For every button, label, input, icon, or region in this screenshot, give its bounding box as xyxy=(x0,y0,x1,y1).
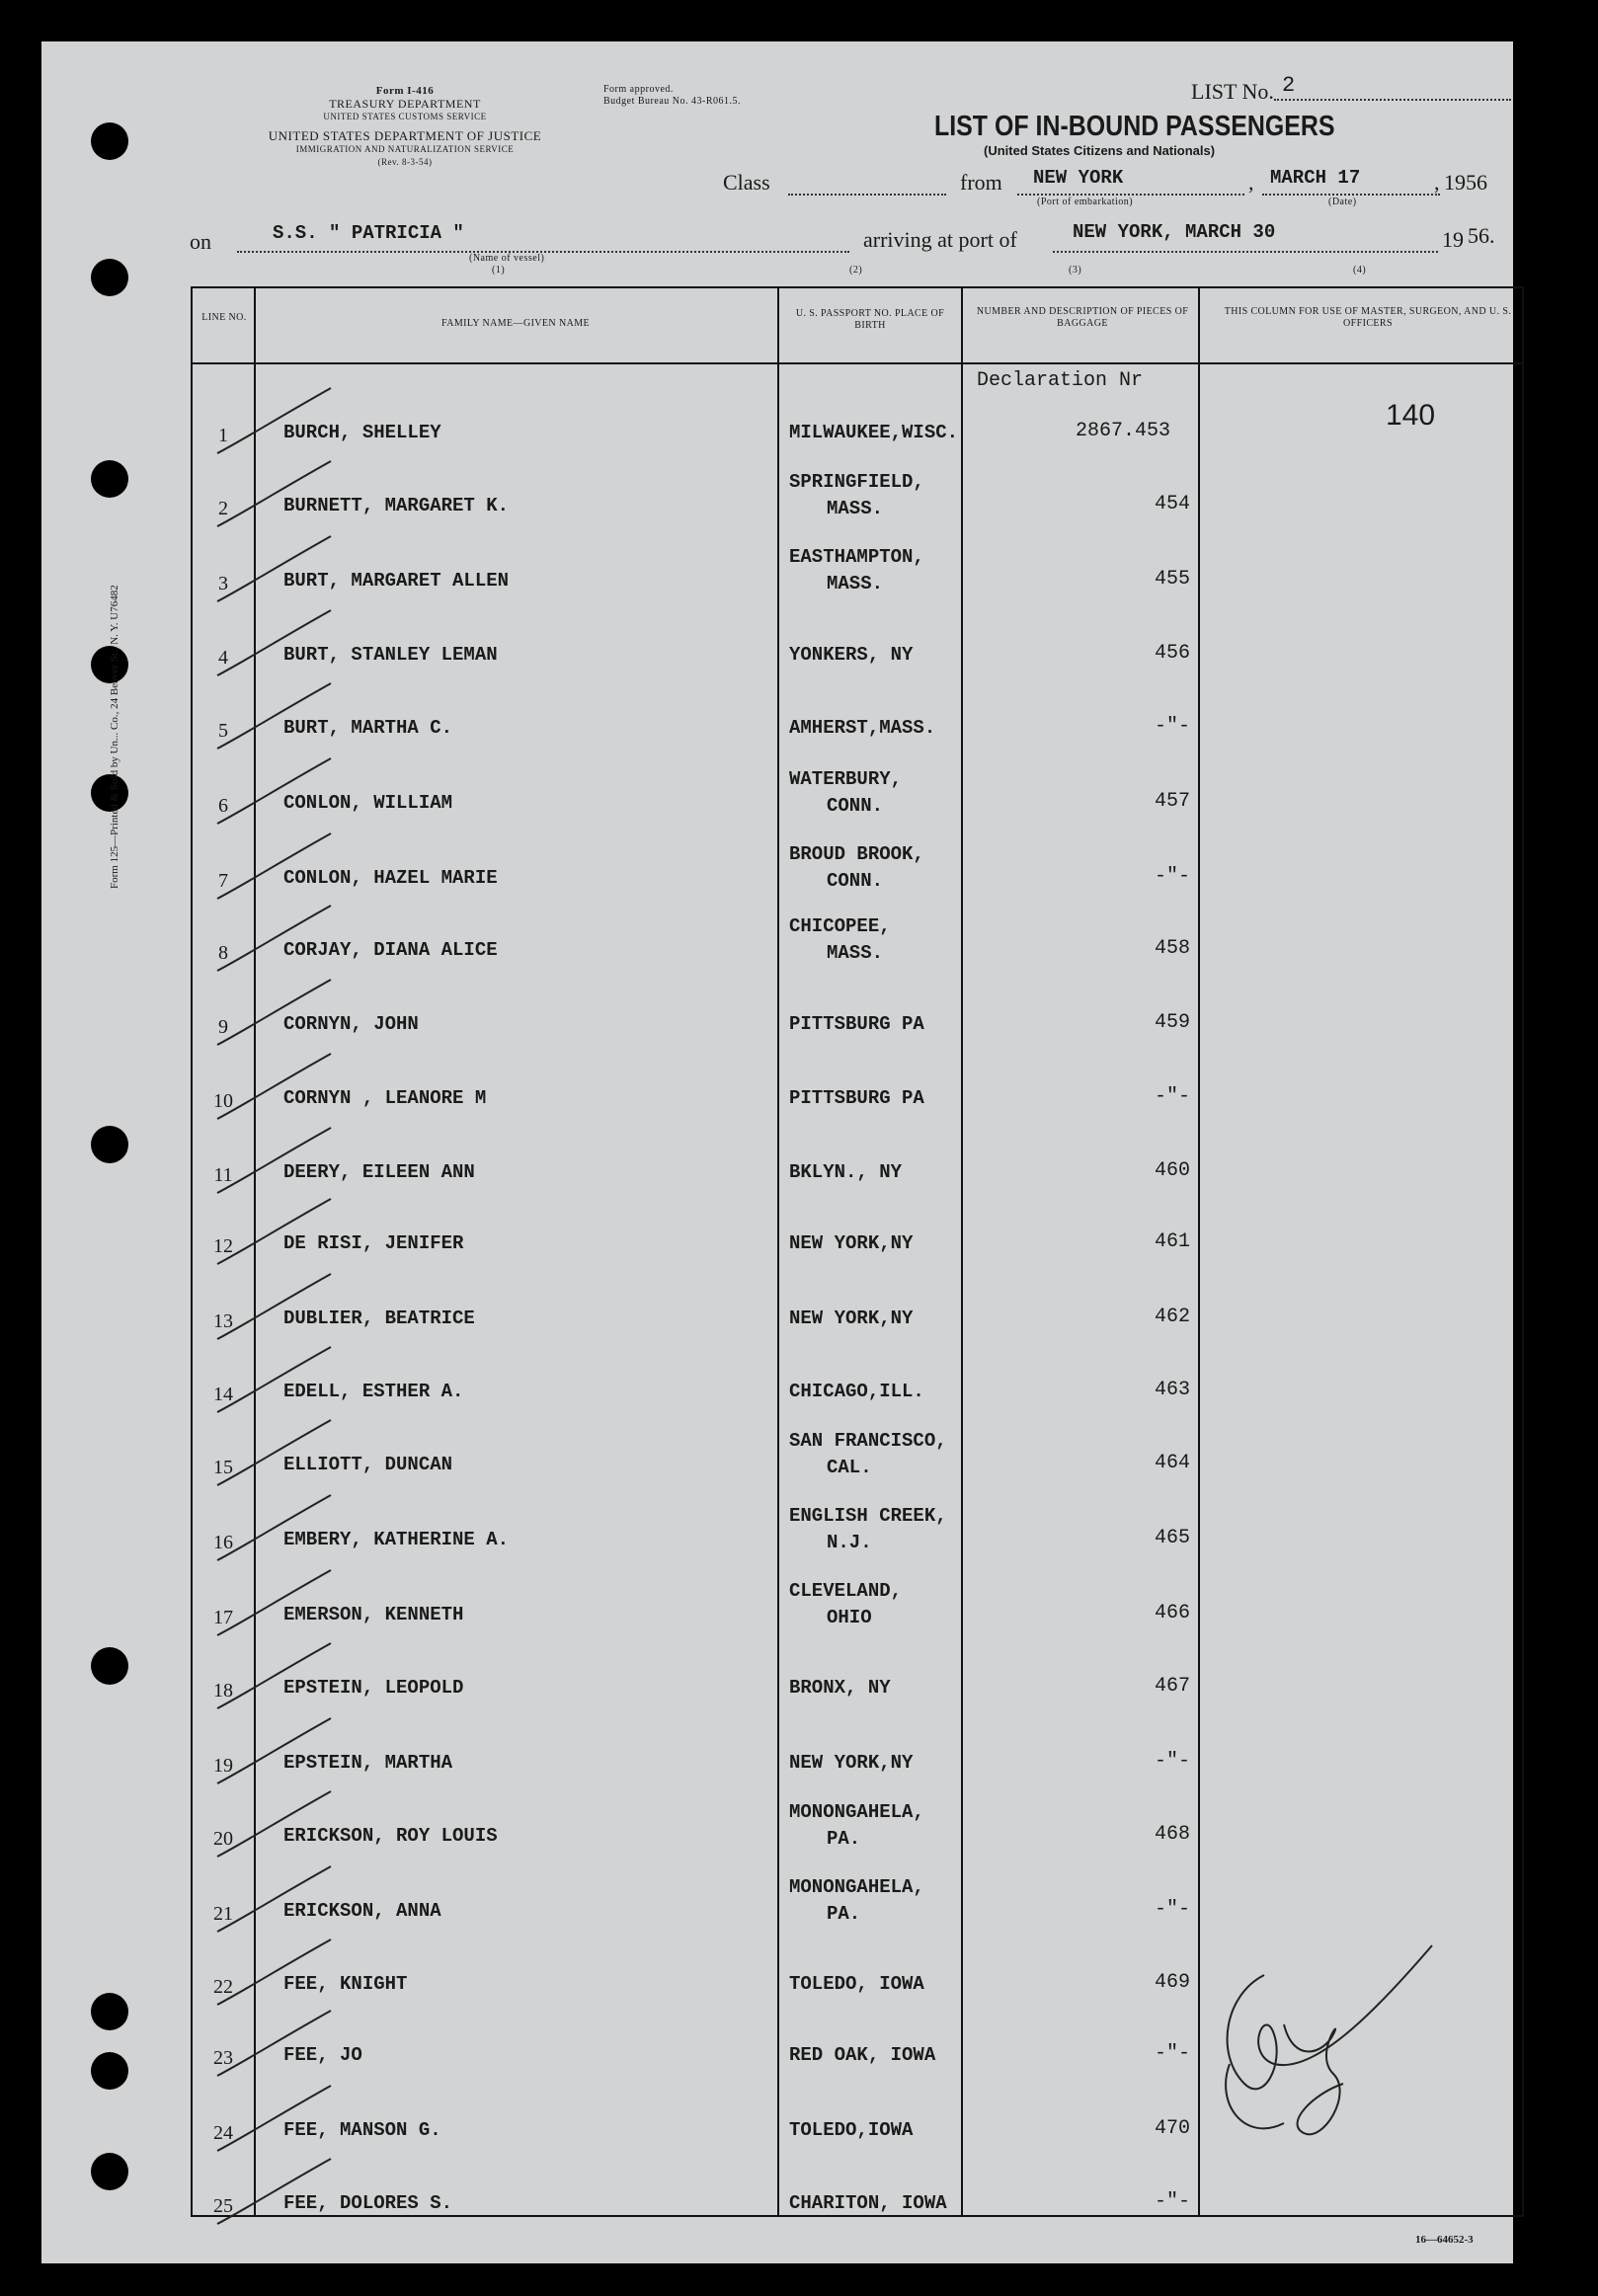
line-number: 23 xyxy=(213,2047,233,2069)
punch-hole xyxy=(91,460,128,498)
passenger-table xyxy=(191,286,1524,2217)
handwritten-signature xyxy=(1205,1936,1442,2153)
birth-place-line1: PITTSBURG PA xyxy=(789,1013,924,1035)
line-number: 21 xyxy=(213,1903,233,1925)
passenger-name: CORNYN , LEANORE M xyxy=(283,1087,487,1109)
birth-place-line1: CHICAGO,ILL. xyxy=(789,1381,924,1402)
line-number: 10 xyxy=(213,1090,233,1112)
tick-mark xyxy=(212,608,341,677)
line-number: 25 xyxy=(213,2195,233,2217)
line-number: 18 xyxy=(213,1680,233,1702)
baggage-declaration: 470 xyxy=(1154,2117,1190,2140)
date-caption: (Date) xyxy=(1328,197,1357,207)
line-number: 17 xyxy=(213,1607,233,1628)
tick-mark xyxy=(212,681,341,751)
passenger-name: CONLON, WILLIAM xyxy=(283,792,453,814)
baggage-declaration: -"- xyxy=(1154,1750,1190,1773)
line-number: 14 xyxy=(213,1384,233,1405)
from-label: from xyxy=(960,170,1002,195)
birth-place-line1: ENGLISH CREEK, xyxy=(789,1505,947,1527)
birth-place-line1: BRONX, NY xyxy=(789,1677,891,1699)
punch-hole xyxy=(91,1647,128,1685)
caption-2: (2) xyxy=(849,265,863,276)
birth-place-line2: PA. xyxy=(827,1903,861,1925)
on-label: on xyxy=(190,229,211,254)
tick-mark xyxy=(212,1938,341,2007)
list-no-line xyxy=(1274,99,1511,101)
revision: (Rev. 8-3-54) xyxy=(377,157,433,167)
baggage-declaration: 464 xyxy=(1154,1452,1190,1474)
birth-place-line1: MONONGAHELA, xyxy=(789,1801,924,1823)
birth-place-line1: NEW YORK,NY xyxy=(789,1752,914,1774)
passenger-name: CONLON, HAZEL MARIE xyxy=(283,867,498,889)
tick-mark xyxy=(212,1197,341,1266)
tick-mark xyxy=(212,1418,341,1487)
passenger-name: FEE, MANSON G. xyxy=(283,2119,441,2141)
birth-place-line2: MASS. xyxy=(827,942,884,964)
baggage-declaration: 456 xyxy=(1154,642,1190,665)
tick-mark xyxy=(212,904,341,973)
tick-mark xyxy=(212,459,341,528)
passenger-name: FEE, KNIGHT xyxy=(283,1973,408,1995)
baggage-declaration: 467 xyxy=(1154,1675,1190,1698)
col-divider xyxy=(1198,288,1200,2215)
passenger-name: BURCH, SHELLEY xyxy=(283,422,441,443)
baggage-declaration: -"- xyxy=(1154,1085,1190,1108)
vessel-caption: (Name of vessel) xyxy=(469,253,545,264)
birth-place-line2: CONN. xyxy=(827,870,884,892)
vessel-name: S.S. " PATRICIA " xyxy=(273,222,464,244)
tick-mark xyxy=(212,1568,341,1637)
class-label: Class xyxy=(723,170,770,195)
treasury-dept: TREASURY DEPARTMENT xyxy=(329,97,481,111)
baggage-declaration: -"- xyxy=(1154,1898,1190,1921)
birth-place-line1: CHARITON, IOWA xyxy=(789,2192,947,2214)
baggage-declaration: 457 xyxy=(1154,790,1190,813)
baggage-declaration: 454 xyxy=(1154,493,1190,515)
port-of-embarkation: NEW YORK xyxy=(1033,167,1124,189)
birth-place-line2: CONN. xyxy=(827,795,884,817)
baggage-declaration: 459 xyxy=(1154,1011,1190,1034)
declaration-label: Declaration Nr xyxy=(977,369,1144,392)
tick-mark xyxy=(212,2009,341,2078)
passenger-name: DEERY, EILEEN ANN xyxy=(283,1161,475,1183)
tick-mark xyxy=(212,2084,341,2153)
line-number: 22 xyxy=(213,1976,233,1998)
class-line xyxy=(788,194,946,196)
birth-place-line1: MONONGAHELA, xyxy=(789,1876,924,1898)
baggage-declaration: -"- xyxy=(1154,2042,1190,2065)
line-number: 2 xyxy=(218,498,228,519)
tick-mark xyxy=(212,1789,341,1859)
tick-mark xyxy=(212,386,341,455)
baggage-declaration: 463 xyxy=(1154,1379,1190,1401)
tick-mark xyxy=(212,831,341,901)
tick-mark xyxy=(212,2157,341,2226)
line-number: 7 xyxy=(218,870,228,892)
line-number: 15 xyxy=(213,1457,233,1478)
baggage-declaration: -"- xyxy=(1154,865,1190,888)
punch-hole xyxy=(91,2153,128,2190)
birth-place-line1: NEW YORK,NY xyxy=(789,1232,914,1254)
passenger-name: BURT, MARTHA C. xyxy=(283,717,453,739)
embark-date: MARCH 17 xyxy=(1270,167,1361,189)
col-divider xyxy=(961,288,963,2215)
line-number: 19 xyxy=(213,1755,233,1777)
tick-mark xyxy=(212,1345,341,1414)
line-number: 13 xyxy=(213,1310,233,1332)
birth-place-line2: MASS. xyxy=(827,573,884,594)
birth-place-line1: YONKERS, NY xyxy=(789,644,914,666)
baggage-declaration: 466 xyxy=(1154,1602,1190,1624)
passenger-name: BURNETT, MARGARET K. xyxy=(283,495,510,516)
line-number: 1 xyxy=(218,425,228,446)
birth-place-line1: NEW YORK,NY xyxy=(789,1307,914,1329)
birth-place-line1: TOLEDO,IOWA xyxy=(789,2119,914,2141)
arrival-line xyxy=(1053,251,1438,253)
birth-place-line1: RED OAK, IOWA xyxy=(789,2044,936,2066)
baggage-declaration: 469 xyxy=(1154,1971,1190,1994)
line-number: 20 xyxy=(213,1828,233,1850)
form-id: Form I-416 xyxy=(375,85,435,97)
punch-hole xyxy=(91,1126,128,1163)
justice-dept: UNITED STATES DEPARTMENT OF JUSTICE xyxy=(268,128,542,143)
page-subtitle: (United States Citizens and Nationals) xyxy=(984,143,1216,158)
line-number: 9 xyxy=(218,1016,228,1038)
line-number: 4 xyxy=(218,647,228,669)
passenger-name: CORNYN, JOHN xyxy=(283,1013,419,1035)
passenger-name: BURT, STANLEY LEMAN xyxy=(283,644,498,666)
passenger-name: EPSTEIN, LEOPOLD xyxy=(283,1677,464,1699)
baggage-declaration: -"- xyxy=(1154,715,1190,738)
baggage-declaration: -"- xyxy=(1154,2190,1190,2213)
passenger-name: ERICKSON, ROY LOUIS xyxy=(283,1825,498,1847)
birth-place-line1: CHICOPEE, xyxy=(789,915,891,937)
birth-place-line2: MASS. xyxy=(827,498,884,519)
baggage-declaration: 468 xyxy=(1154,1823,1190,1846)
embark-caption: (Port of embarkation) xyxy=(1037,197,1134,207)
punch-hole xyxy=(91,122,128,160)
birth-place-line1: TOLEDO, IOWA xyxy=(789,1973,924,1995)
birth-place-line2: OHIO xyxy=(827,1607,872,1628)
line-number: 6 xyxy=(218,795,228,817)
line-number: 3 xyxy=(218,573,228,594)
tick-mark xyxy=(212,756,341,826)
birth-place-line1: SPRINGFIELD, xyxy=(789,471,924,493)
caption-3: (3) xyxy=(1069,265,1082,276)
passenger-name: EPSTEIN, MARTHA xyxy=(283,1752,453,1774)
line-number: 8 xyxy=(218,942,228,964)
birth-place-line1: MILWAUKEE,WISC. xyxy=(789,422,959,443)
col-header-baggage: NUMBER AND DESCRIPTION OF PIECES OF BAGGAGE xyxy=(976,306,1189,329)
immigration-service: IMMIGRATION AND NATURALIZATION SERVICE xyxy=(295,144,515,154)
passenger-name: CORJAY, DIANA ALICE xyxy=(283,939,498,961)
arrival-port-date: NEW YORK, MARCH 30 xyxy=(1073,221,1276,243)
officer-note: 140 xyxy=(1386,399,1436,432)
col-header-officers: THIS COLUMN FOR USE OF MASTER, SURGEON, AND U. S. OFFICERS xyxy=(1224,306,1512,329)
passenger-name: EMBERY, KATHERINE A. xyxy=(283,1529,510,1550)
punch-hole xyxy=(91,1993,128,2030)
birth-place-line1: WATERBURY, xyxy=(789,768,903,790)
form-approved: Form approved. xyxy=(603,84,674,95)
line-number: 24 xyxy=(213,2122,233,2144)
list-no-label: LIST No. xyxy=(1191,79,1274,104)
baggage-declaration: 2867.453 xyxy=(1075,420,1170,442)
passenger-name: FEE, JO xyxy=(283,2044,362,2066)
tick-mark xyxy=(212,1493,341,1562)
tick-mark xyxy=(212,534,341,603)
line-number: 12 xyxy=(213,1235,233,1257)
baggage-declaration: 458 xyxy=(1154,937,1190,960)
list-no-value: 2 xyxy=(1282,73,1296,98)
line-number: 16 xyxy=(213,1532,233,1553)
comma: , xyxy=(1248,170,1254,195)
customs-service: UNITED STATES CUSTOMS SERVICE xyxy=(323,112,487,121)
header-divider xyxy=(193,362,1522,364)
baggage-declaration: 460 xyxy=(1154,1159,1190,1182)
birth-place-line2: PA. xyxy=(827,1828,861,1850)
tick-mark xyxy=(212,978,341,1047)
baggage-declaration: 461 xyxy=(1154,1230,1190,1253)
line-number: 5 xyxy=(218,720,228,742)
birth-place-line1: SAN FRANCISCO, xyxy=(789,1430,947,1452)
baggage-declaration: 462 xyxy=(1154,1306,1190,1328)
birth-place-line1: CLEVELAND, xyxy=(789,1580,903,1602)
col-header-name: FAMILY NAME—GIVEN NAME xyxy=(440,318,590,329)
passenger-name: BURT, MARGARET ALLEN xyxy=(283,570,510,592)
passenger-name: ERICKSON, ANNA xyxy=(283,1900,441,1922)
baggage-declaration: 465 xyxy=(1154,1527,1190,1549)
passenger-name: EDELL, ESTHER A. xyxy=(283,1381,464,1402)
comma: , xyxy=(1434,170,1440,195)
passenger-name: DUBLIER, BEATRICE xyxy=(283,1307,475,1329)
birth-place-line1: AMHERST,MASS. xyxy=(789,717,936,739)
budget-bureau: Budget Bureau No. 43-R061.5. xyxy=(603,96,741,107)
tick-mark xyxy=(212,1716,341,1785)
birth-place-line1: BKLYN., NY xyxy=(789,1161,903,1183)
embark-year: 1956 xyxy=(1444,170,1487,195)
tick-mark xyxy=(212,1126,341,1195)
arrival-year-prefix: 19 xyxy=(1442,227,1464,252)
tick-mark xyxy=(212,1272,341,1341)
col-header-passport: U. S. PASSPORT NO. PLACE OF BIRTH xyxy=(795,308,945,331)
birth-place-line1: BROUD BROOK, xyxy=(789,843,924,865)
arrival-year: 56. xyxy=(1468,223,1495,248)
passenger-name: ELLIOTT, DUNCAN xyxy=(283,1454,453,1475)
passenger-name: EMERSON, KENNETH xyxy=(283,1604,464,1625)
caption-1: (1) xyxy=(492,265,506,276)
col-divider xyxy=(777,288,779,2215)
page-title: LIST OF IN-BOUND PASSENGERS xyxy=(934,111,1335,142)
side-printer-text: Form 125—Printed & Sold by Un... Co., 24 Beaver St., N. Y. U76482 xyxy=(109,585,120,889)
arriving-label: arriving at port of xyxy=(863,227,1017,252)
caption-4: (4) xyxy=(1353,265,1367,276)
punch-hole xyxy=(91,259,128,296)
line-number: 11 xyxy=(213,1164,233,1186)
tick-mark xyxy=(212,1052,341,1121)
punch-hole xyxy=(91,2052,128,2090)
passenger-name: DE RISI, JENIFER xyxy=(283,1232,464,1254)
footer-code: 16—64652-3 xyxy=(1415,2234,1474,2246)
baggage-declaration: 455 xyxy=(1154,568,1190,591)
birth-place-line2: N.J. xyxy=(827,1532,872,1553)
birth-place-line1: PITTSBURG PA xyxy=(789,1087,924,1109)
tick-mark xyxy=(212,1864,341,1934)
col-header-line-no: LINE NO. xyxy=(201,312,247,323)
birth-place-line1: EASTHAMPTON, xyxy=(789,546,924,568)
passenger-name: FEE, DOLORES S. xyxy=(283,2192,453,2214)
tick-mark xyxy=(212,1641,341,1710)
birth-place-line2: CAL. xyxy=(827,1457,872,1478)
